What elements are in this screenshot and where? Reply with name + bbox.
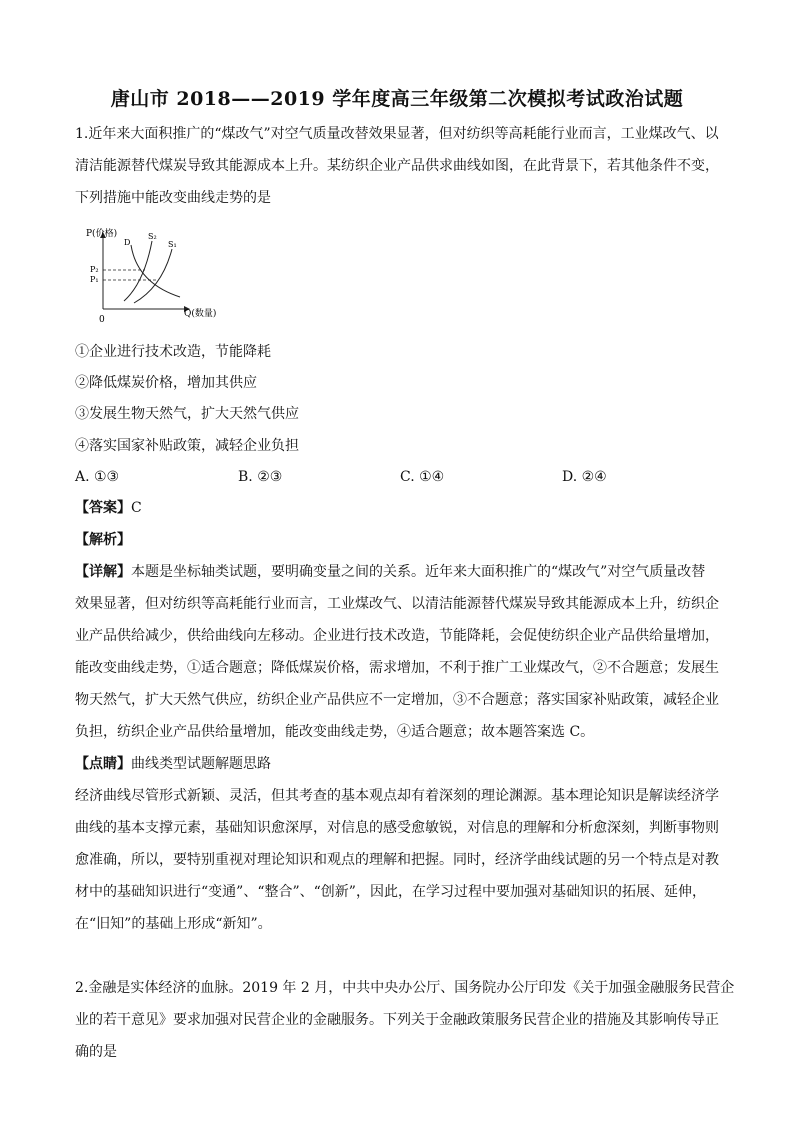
q2-stem-line-2: 业的若干意见》要求加强对民营企业的金融服务。下列关于金融政策服务民营企业的措施及其影响传导正 — [75, 1012, 719, 1028]
q2-stem-line-1: 2.金融是实体经济的血脉。2019 年 2 月，中共中央办公厅、国务院办公厅印发《关于加强金融服务民营企 — [75, 980, 735, 996]
y-axis-label: P(价格) — [86, 229, 118, 239]
tip-line-2: 曲线的基本支撑元素，基础知识愈深厚，对信息的感受愈敏锐，对信息的理解和分析愈深刻，判断事物则 — [75, 820, 719, 836]
detail-tag: 【详解】 — [75, 564, 131, 580]
detail-line-3: 业产品供给减少，供给曲线向左移动。企业进行技术改造，节能降耗，会促使纺织企业产品供给量增加， — [75, 628, 719, 644]
q1-item-1: ①企业进行技术改造，节能降耗 — [75, 344, 271, 360]
tip-line-4: 材中的基础知识进行“变通”、“整合”、“创新”，因此，在学习过程中要加强对基础知识的拓展、延伸， — [75, 884, 706, 900]
detail-line-5: 物天然气，扩大天然气供应，纺织企业产品供应不一定增加，③不合题意；落实国家补贴政策，减轻企业 — [75, 692, 719, 708]
choice-a: A. ①③ — [75, 469, 120, 485]
detail-line-4: 能改变曲线走势，①适合题意；降低煤炭价格，需求增加，不利于推广工业煤改气，②不合题意；发展生 — [75, 660, 719, 676]
tip-line-3: 愈准确，所以，要特别重视对理论知识和观点的理解和把握。同时，经济学曲线试题的另一个特点是对教 — [75, 852, 719, 868]
answer-tag: 【答案】 — [75, 500, 131, 516]
demand-curve — [131, 245, 180, 297]
origin-label: 0 — [99, 315, 105, 325]
detail-line-2: 效果显著，但对纺织等高耗能行业而言，工业煤改气、以清洁能源替代煤炭导致其能源成本上升，纺织企 — [75, 596, 719, 612]
tip-row — [75, 754, 735, 774]
choice-c: C. ①④ — [400, 469, 445, 485]
supply-demand-graph — [82, 225, 232, 325]
page-title: 唐山市 2018——2019 学年度高三年级第二次模拟考试政治试题 — [110, 88, 684, 110]
q2-stem-line-3: 确的是 — [75, 1044, 117, 1060]
detail-text-1: 本题是坐标轴类试题，要明确变量之间的关系。近年来大面积推广的“煤改气”对空气质量改替 — [131, 564, 706, 580]
q1-stem-line-3: 下列措施中能改变曲线走势的是 — [75, 190, 271, 206]
supply-curve-s2 — [124, 241, 152, 301]
q1-item-3: ③发展生物天然气，扩大天然气供应 — [75, 406, 299, 422]
analysis-row — [75, 530, 735, 550]
answer-value: C — [131, 500, 142, 516]
detail-line-1 — [75, 562, 735, 582]
q1-stem-line-2: 清洁能源替代煤炭导致其能源成本上升。某纺织企业产品供求曲线如图，在此背景下，若其他条件不变， — [75, 158, 719, 174]
s1-label: S₁ — [168, 240, 177, 249]
choice-b: B. ②③ — [238, 469, 283, 485]
tip-line-5: 在“旧知”的基础上形成“新知”。 — [75, 916, 272, 932]
supply-curve-s1 — [134, 249, 172, 303]
q1-stem-line-1: 1.近年来大面积推广的“煤改气”对空气质量改替效果显著，但对纺织等高耗能行业而言，工业煤改气、以 — [75, 126, 719, 142]
answer-row — [75, 498, 735, 518]
s2-label: S₂ — [148, 232, 157, 241]
detail-line-6: 负担，纺织企业产品供给量增加，能改变曲线走势，④适合题意；故本题答案选 C。 — [75, 724, 595, 740]
tip-tag: 【点睛】 — [75, 756, 131, 772]
tip-title: 曲线类型试题解题思路 — [131, 756, 271, 772]
p2-label: P₂ — [90, 265, 99, 274]
p1-label: P₁ — [90, 275, 99, 284]
x-axis-label: Q(数量) — [184, 309, 217, 319]
choice-d: D. ②④ — [562, 469, 607, 485]
tip-line-1: 经济曲线尽管形式新颖、灵活，但其考查的基本观点却有着深刻的理论渊源。基本理论知识是解读经济学 — [75, 788, 719, 804]
demand-label: D — [124, 238, 131, 247]
q1-item-2: ②降低煤炭价格，增加其供应 — [75, 375, 257, 391]
q1-item-4: ④落实国家补贴政策，减轻企业负担 — [75, 438, 299, 454]
analysis-tag: 【解析】 — [75, 532, 131, 548]
